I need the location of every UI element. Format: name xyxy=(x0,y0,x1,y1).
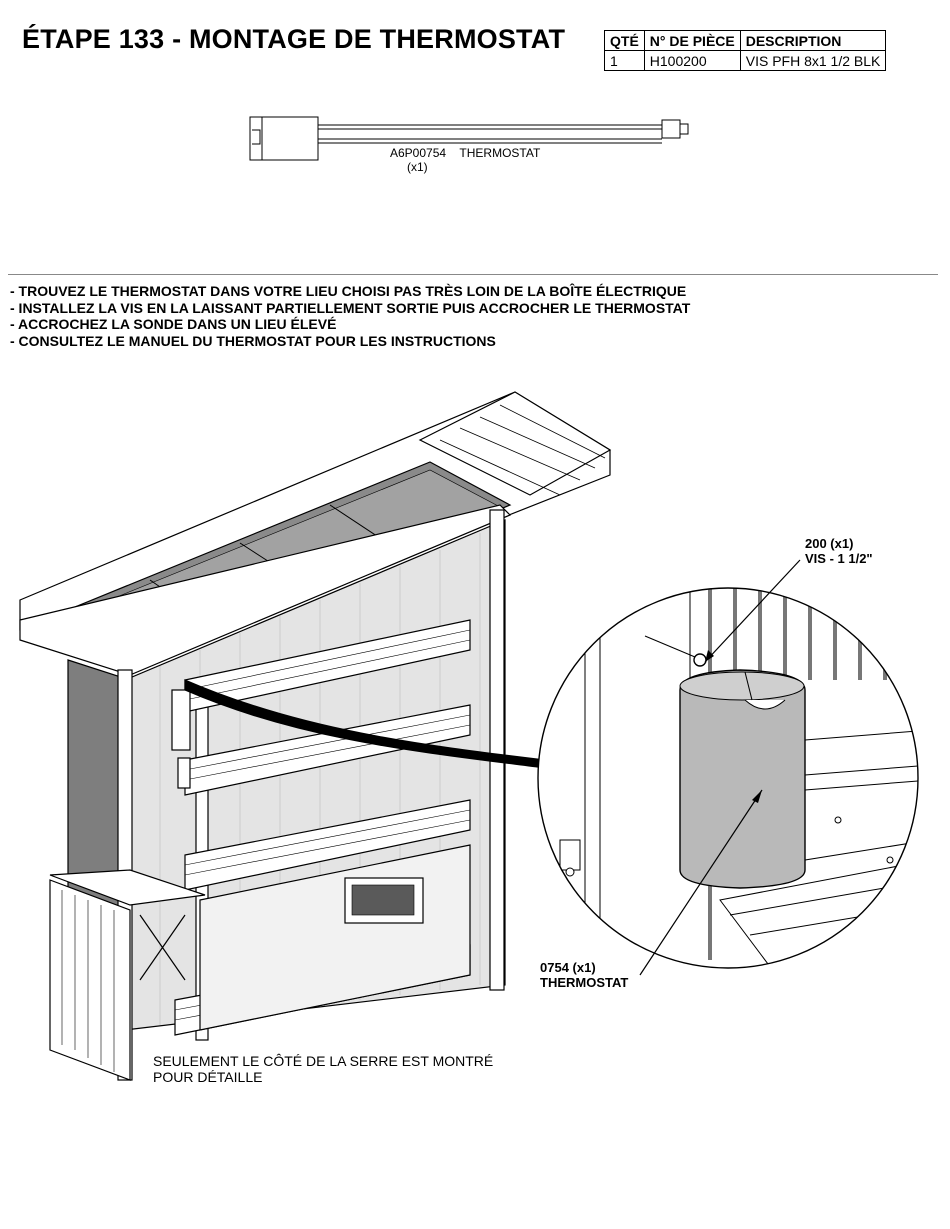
part-code-label xyxy=(390,146,540,160)
part-name: THERMOSTAT xyxy=(459,146,541,160)
header-description: DESCRIPTION xyxy=(740,31,886,51)
cell-qty: 1 xyxy=(605,51,645,71)
header-qty: QTÉ xyxy=(605,31,645,51)
detail-note-line: POUR DÉTAILLE xyxy=(153,1069,263,1085)
screw-callout-qty: 200 (x1) xyxy=(805,536,854,551)
instruction-line: - CONSULTEZ LE MANUEL DU THERMOSTAT POUR LES INSTRUCTIONS xyxy=(10,332,496,349)
cell-description: VIS PFH 8x1 1/2 BLK xyxy=(740,51,886,71)
instruction-line: - INSTALLEZ LA VIS EN LA LAISSANT PARTIELLEMENT SORTIE PUIS ACCROCHER LE THERMOSTAT xyxy=(10,299,691,316)
page-title: ÉTAPE 133 - MONTAGE DE THERMOSTAT xyxy=(22,24,566,54)
thermostat-callout-desc: THERMOSTAT xyxy=(540,975,629,990)
screw-callout-desc: VIS - 1 1/2" xyxy=(805,551,873,566)
detail-note xyxy=(153,1053,493,1085)
header-part-number: N° DE PIÈCE xyxy=(644,31,740,51)
part-code: A6P00754 xyxy=(390,146,447,160)
thermostat-callout xyxy=(540,960,628,990)
thermostat-callout-qty: 0754 (x1) xyxy=(540,960,596,975)
section-divider xyxy=(8,274,938,275)
cell-part-number: H100200 xyxy=(644,51,740,71)
part-qty: (x1) xyxy=(407,160,428,174)
instructions-list xyxy=(10,283,690,349)
screw-callout xyxy=(805,536,873,566)
thermostat-detail-circle xyxy=(530,560,930,980)
instruction-line: - TROUVEZ LE THERMOSTAT DANS VOTRE LIEU CHOISI PAS TRÈS LOIN DE LA BOÎTE ÉLECTRIQUE xyxy=(10,283,687,299)
detail-note-line: SEULEMENT LE CÔTÉ DE LA SERRE EST MONTRÉ xyxy=(153,1053,494,1069)
instruction-line: - ACCROCHEZ LA SONDE DANS UN LIEU ÉLEVÉ xyxy=(10,316,337,332)
greenhouse-drawing xyxy=(20,392,610,1080)
